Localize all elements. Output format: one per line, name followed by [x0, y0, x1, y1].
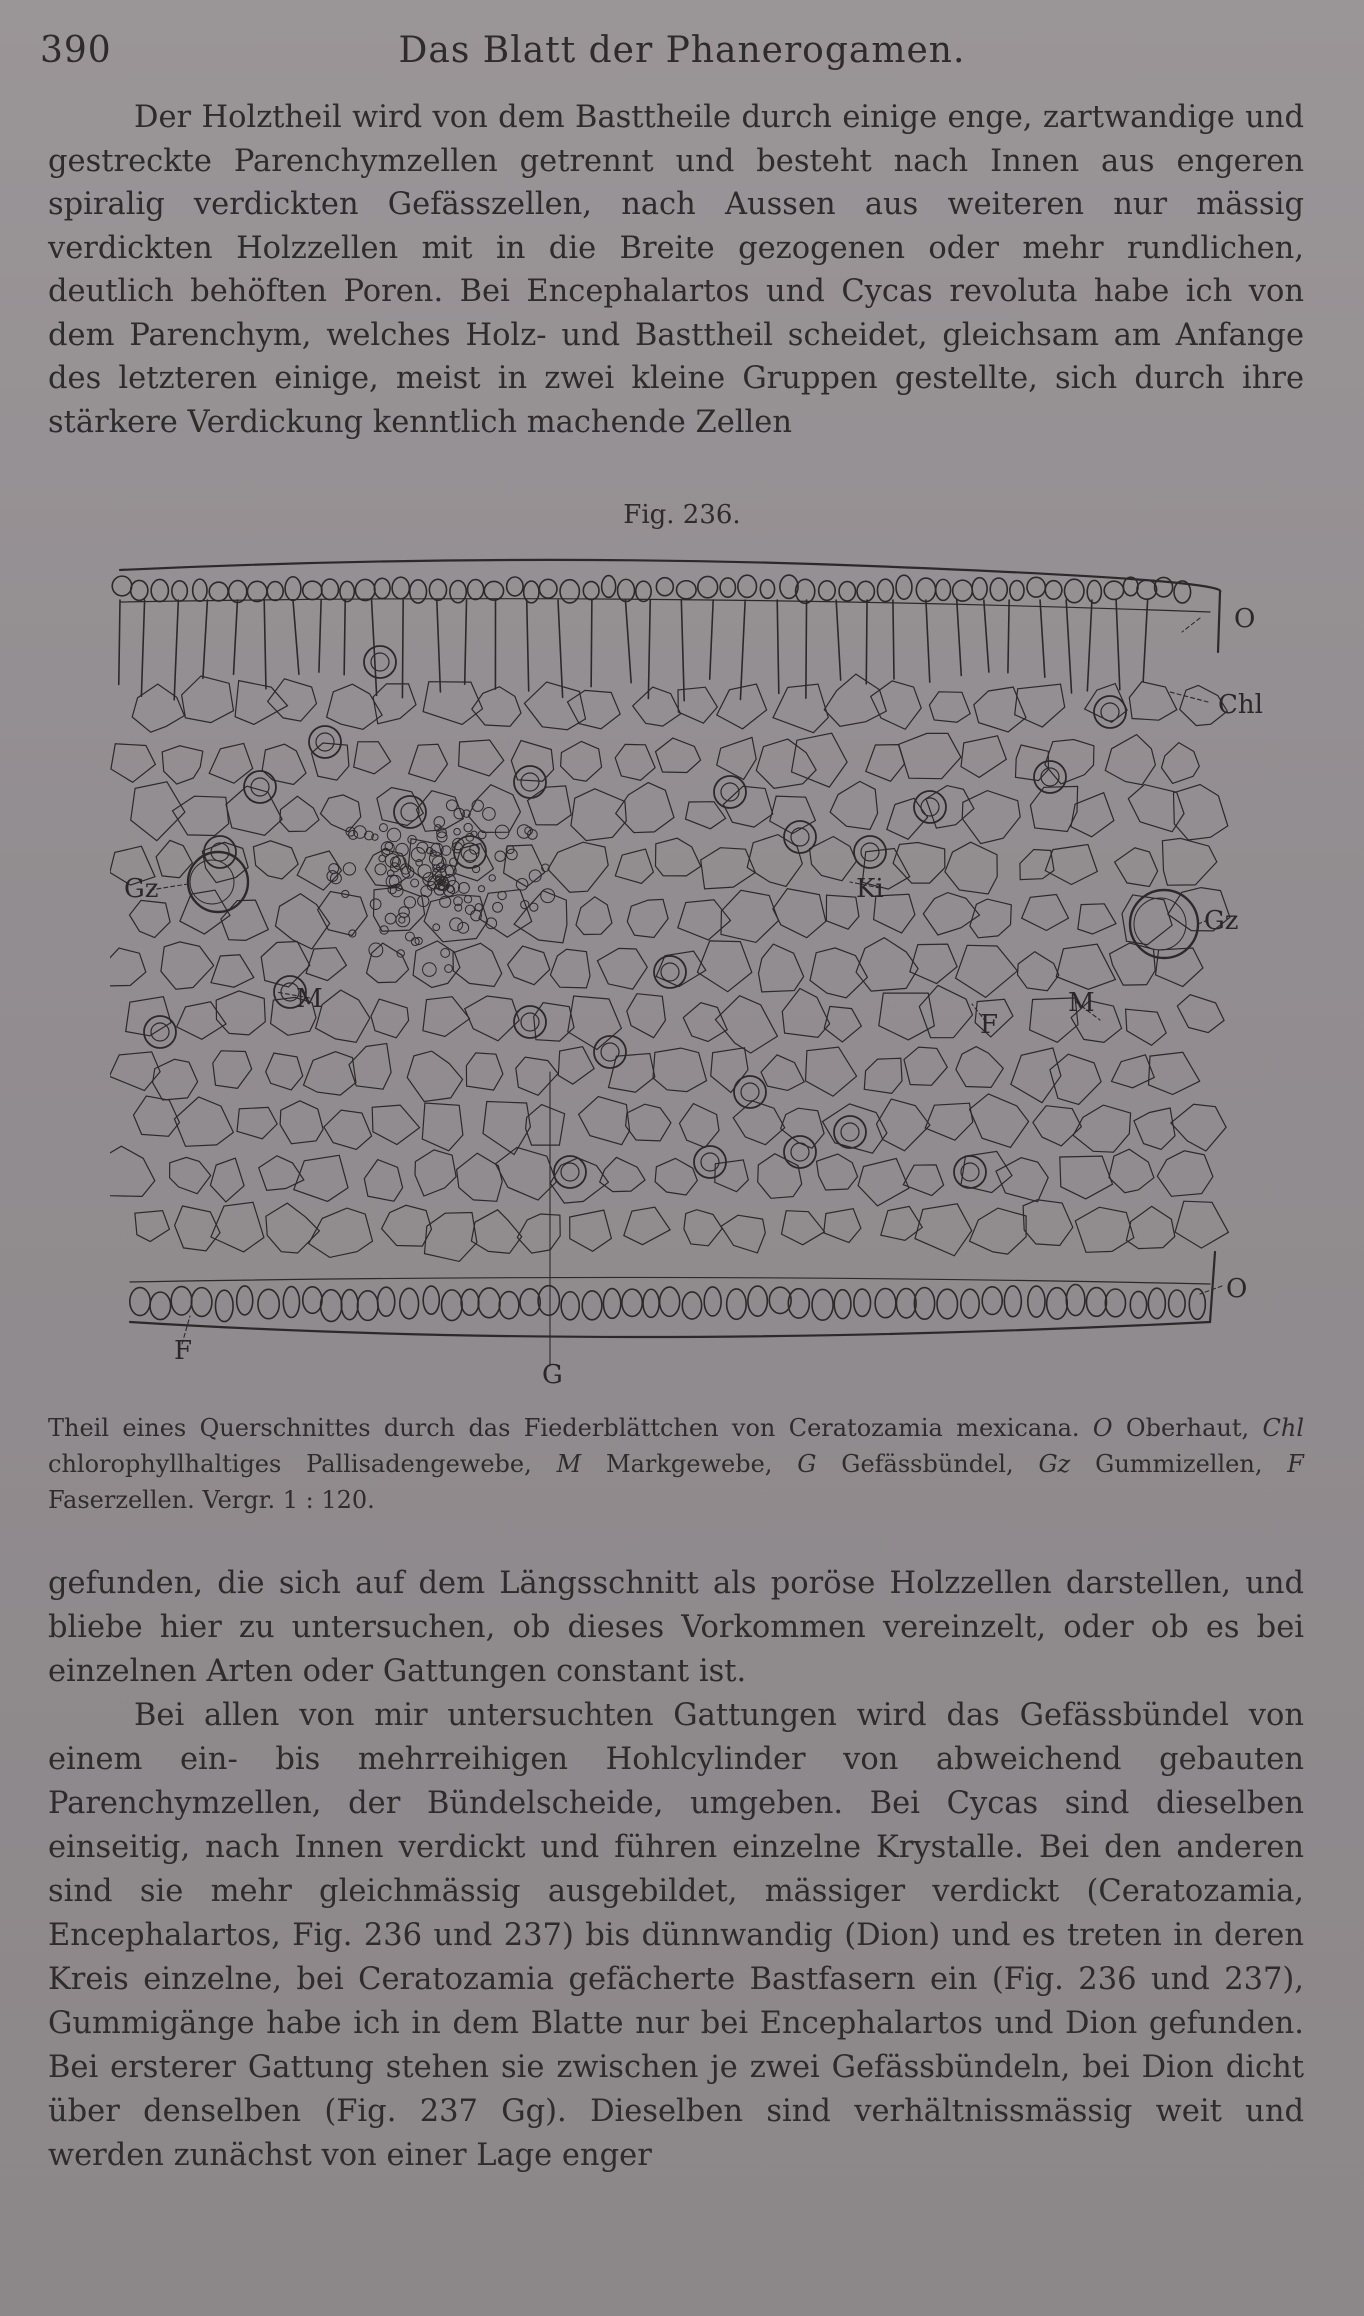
figure-label: Fig. 236. — [623, 500, 741, 530]
label-ki: Ki — [856, 874, 884, 904]
label-o-bottom: O — [1226, 1274, 1248, 1304]
page-header — [40, 22, 1324, 82]
body-text-bottom — [48, 1562, 1304, 2178]
label-f-bottom: F — [174, 1336, 193, 1366]
label-f-mid: F — [980, 1010, 999, 1040]
figure-caption — [48, 1410, 1304, 1518]
label-g: G — [542, 1360, 563, 1390]
label-m-right: M — [1068, 988, 1095, 1018]
label-gz-left: Gz — [124, 874, 159, 904]
paragraph-continuation: gefunden, die sich auf dem Längsschnitt als poröse Holzzellen darstellen, und bliebe hier zu untersuchen, ob dieses Vorkommen vereinzelt, oder ob es bei einzelnen Arten oder Gattungen constant ist. — [48, 1566, 1304, 1689]
label-m-left: M — [296, 984, 323, 1014]
cross-section-drawing — [110, 552, 1290, 1402]
label-o-top: O — [1234, 604, 1256, 634]
caption-body: Theil eines Querschnittes durch das Fiederblättchen von Ceratozamia mexicana. O Oberhaut, Chl chlorophyllhaltiges Pallisadengewebe, M Markgewebe, G Gefässbündel, Gz Gummizellen, F Faserzellen. Vergr. 1 : 120. — [48, 1414, 1305, 1514]
body-text-top — [48, 96, 1304, 444]
caption-magnification: Vergr. 1 : 120. — [202, 1486, 375, 1514]
page-number: 390 — [40, 30, 112, 71]
figure-236 — [110, 552, 1290, 1402]
paragraph-buendelscheide: Bei allen von mir untersuchten Gattungen wird das Gefässbündel von einem ein- bis mehrreihigen Hohlcylinder von abweichend gebauten Parenchymzellen, der Bündelscheide, umgeben. Bei Cycas sind dieselben einseitig, nach Innen verdickt und führen einzelne Krystalle. Bei den anderen sind sie mehr gleichmässig ausgebildet, mässiger verdickt (Ceratozamia, Encephalartos, Fig. 236 und 237) bis dünnwandig (Dion) und es treten in deren Kreis einzelne, bei Ceratozamia gefächerte Bastfasern ein (Fig. 236 und 237), Gummigänge habe ich in dem Blatte nur bei Encephalartos und Dion gefunden. Bei ersterer Gattung stehen sie zwischen je zwei Gefässbündeln, bei Dion dicht über denselben (Fig. 237 Gg). Dieselben sind verhältnissmässig weit und werden zunächst von einer Lage enger — [48, 1698, 1304, 2173]
running-title: Das Blatt der Phanerogamen. — [398, 30, 966, 71]
label-gz-right: Gz — [1204, 906, 1239, 936]
label-chl: Chl — [1218, 690, 1263, 720]
paragraph-holztheil: Der Holztheil wird von dem Basttheile durch einige enge, zartwandige und gestreckte Parenchymzellen getrennt und besteht nach Innen aus engeren spiralig verdickten Gefässzellen, nach Aussen aus weiteren nur mässig verdickten Holzzellen mit in die Breite gezogenen oder mehr rundlichen, deutlich behöften Poren. Bei Encephalartos und Cycas revoluta habe ich von dem Parenchym, welches Holz- und Basttheil scheidet, gleichsam am Anfange des letzteren einige, meist in zwei kleine Gruppen gestellte, sich durch ihre stärkere Verdickung kenntlich machende Zellen — [48, 100, 1304, 440]
